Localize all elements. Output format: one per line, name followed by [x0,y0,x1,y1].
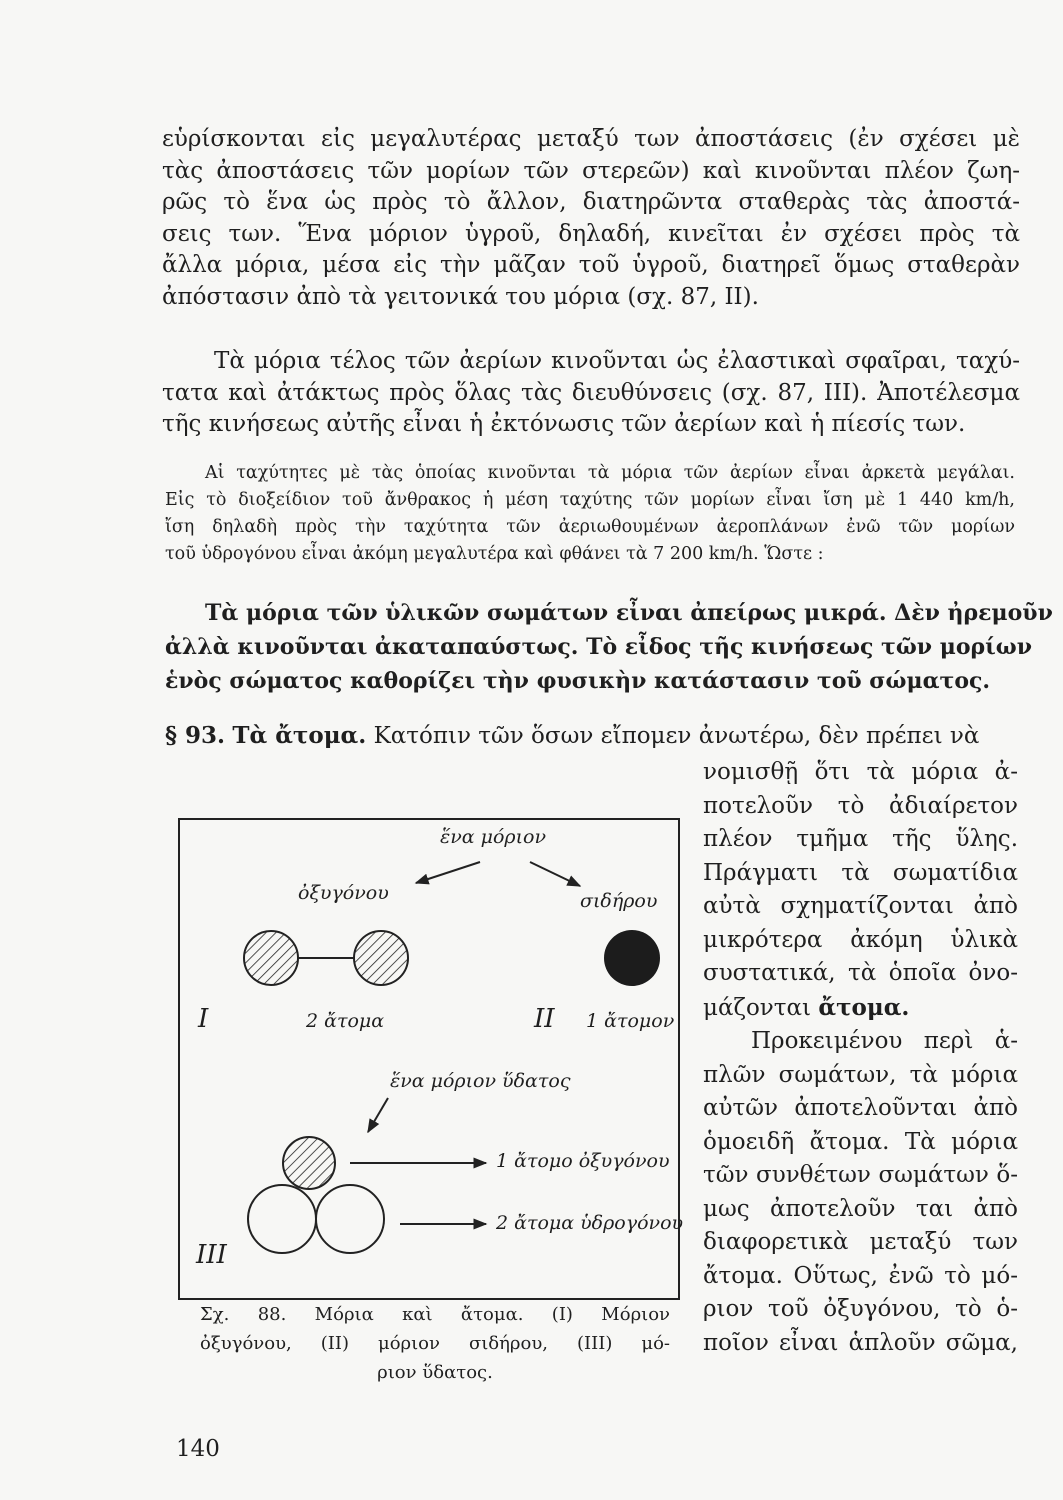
side-line: νομισθῇ ὅτι τὰ μόρια ἀ- [703,759,1018,785]
side-line: μως ἀποτελοῦν ται ἀπὸ [703,1195,1018,1222]
figure-molecules-atoms [178,818,684,1300]
bold-line: ἀλλὰ κινοῦνται ἀκαταπαύστως. Τὸ εἶδος τῆς κινήσεως τῶν μορίων [165,634,1032,660]
label-hydrogen-atoms: 2 ἄτομα ὑδρογόνου [496,1212,684,1234]
text-line: Τὰ μόρια τέλος τῶν ἀερίων κινοῦνται ὡς ἐλαστικαὶ σφαῖραι, ταχύ- [214,348,1020,374]
arrow-to-water [368,1098,388,1132]
text-line: τὰς ἀποστάσεις τῶν μορίων τῶν στερεῶν) καὶ κινοῦνται πλέον ζωη- [162,157,1020,184]
note-line: Εἰς τὸ διοξείδιον τοῦ ἄνθρακος ἡ μέση ταχύτης τῶν μορίων εἶναι ἴση μὲ 1 440 km/h, [165,490,1015,510]
iron-atom [604,930,660,986]
section-number: § 93. [165,722,226,749]
text-line: τατα καὶ ἀτάκτως πρὸς ὅλας τὰς διευθύνσεις (σχ. 87, III). Ἀποτέλεσμα [162,379,1020,406]
figure-caption [200,1300,670,1387]
side-line: Πράγματι τὰ σωματίδια [703,859,1018,886]
hydrogen-atom [316,1185,384,1253]
section-text: Κατόπιν τῶν ὅσων εἴπομεν ἀνωτέρω, δὲν πρέπει νὰ [366,723,980,749]
text-line: ἄλλα μόρια, μέσα εἰς τὴν μᾶζαν τοῦ ὑγροῦ, διατηρεῖ ὅμως σταθερὰν [162,252,1020,278]
arrow-to-oxygen [416,862,480,883]
arrow-to-iron [530,862,580,886]
side-line: ποῖον εἶναι ἁπλοῦν σῶμα, [703,1329,1018,1356]
label-roman-1: I [198,1004,209,1034]
side-line: διαφορετικὰ μεταξύ των [703,1229,1018,1255]
label-two-atoms: 2 ἄτομα [306,1010,385,1032]
side-line: Προκειμένου περὶ ἁ- [751,1028,1018,1054]
side-line: ριον τοῦ ὀξυγόνου, τὸ ὁ- [703,1296,1018,1322]
caption-line: ριον ὕδατος. [377,1362,493,1383]
side-line: ὁμοειδῆ ἄτομα. Τὰ μόρια [703,1128,1018,1155]
side-line: μικρότερα ἀκόμη ὑλικὰ [703,926,1018,953]
side-line: πλῶν σωμάτων, τὰ μόρια [703,1061,1018,1088]
side-line: τῶν συνθέτων σωμάτων ὅ- [703,1162,1018,1188]
side-line-bold [703,991,1018,1026]
label-one-atom: 1 ἄτομον [586,1010,675,1032]
side-line: πλέον τμῆμα τῆς ὕλης. [703,826,1018,852]
side-line: αὐτῶν ἀποτελοῦνται ἀπὸ [703,1095,1018,1121]
page-number: 140 [176,1436,220,1462]
label-one-molecule: ἕνα μόριον [440,826,547,848]
note-line: τοῦ ὑδρογόνου εἶναι ἀκόμη μεγαλυτέρα καὶ φθάνει τὰ 7 200 km/h. Ὥστε : [165,544,824,564]
oxygen-atom [244,931,298,985]
label-roman-3: III [196,1240,227,1270]
note-line: ἴση δηλαδὴ πρὸς τὴν ταχύτητα τῶν ἀεριωθουμένων ἀεροπλάνων ἐνῶ τῶν μορίων [165,517,1015,537]
side-line: ποτελοῦν τὸ ἀδιαίρετον [703,792,1018,819]
paragraph-gases [162,346,1020,441]
paragraph-liquids [162,124,1020,313]
bold-statement [165,596,1053,698]
section-title: Τὰ ἄτομα. [232,722,367,749]
oxygen-atom [354,931,408,985]
hydrogen-atom [248,1185,316,1253]
section-heading-line [165,722,979,749]
side-word: μάζονται [703,994,812,1021]
text-line: ἀπόστασιν ἀπὸ τὰ γειτονικά του μόρια (σχ. 87, II). [162,283,759,310]
text-line: εὑρίσκονται εἰς μεγαλυτέρας μεταξύ των ἀποστάσεις (ἐν σχέσει μὲ [162,126,1020,152]
side-line: ἄτομα. Οὕτως, ἐνῶ τὸ μό- [703,1262,1018,1289]
label-oxygen: ὀξυγόνου [298,882,389,904]
note-velocities [165,460,1015,568]
oxygen-atom [283,1137,335,1189]
caption-line: Σχ. 88. Μόρια καὶ ἄτομα. (I) Μόριον [200,1304,670,1325]
side-line: αὐτὰ σχηματίζονται ἀπὸ [703,893,1018,919]
label-oxygen-atom: 1 ἄτομο ὀξυγόνου [496,1150,670,1172]
text-line: ρῶς τὸ ἕνα ὡς πρὸς τὸ ἄλλον, διατηρῶντα σταθερὰς τὰς ἀποστά- [162,189,1020,215]
caption-line: ὀξυγόνου, (II) μόριον σιδήρου, (III) μό- [200,1333,670,1354]
text-line: σεις των. Ἕνα μόριον ὑγροῦ, δηλαδή, κινεῖται ἐν σχέσει πρὸς τὰ [162,220,1020,247]
note-line: Αἱ ταχύτητες μὲ τὰς ὁποίας κινοῦνται τὰ μόρια τῶν ἀερίων εἶναι ἀρκετὰ μεγάλαι. [205,463,1015,483]
sidebar-text [703,756,1018,1360]
side-line: συστατικά, τὰ ὁποῖα ὀνο- [703,960,1018,986]
text-line: τῆς κινήσεως αὐτῆς εἶναι ἡ ἐκτόνωσις τῶν ἀερίων καὶ ἡ πίεσίς των. [162,411,966,437]
label-iron: σιδήρου [580,890,658,912]
label-water-molecule: ἕνα μόριον ὕδατος [390,1070,571,1092]
bold-line: Τὰ μόρια τῶν ὑλικῶν σωμάτων εἶναι ἀπείρως μικρά. Δὲν ἠρεμοῦν [205,600,1053,626]
term-atoms: ἄτομα. [818,993,910,1021]
label-roman-2: II [534,1004,555,1034]
bold-line: ἑνὸς σώματος καθορίζει τὴν φυσικὴν κατάστασιν τοῦ σώματος. [165,668,991,694]
